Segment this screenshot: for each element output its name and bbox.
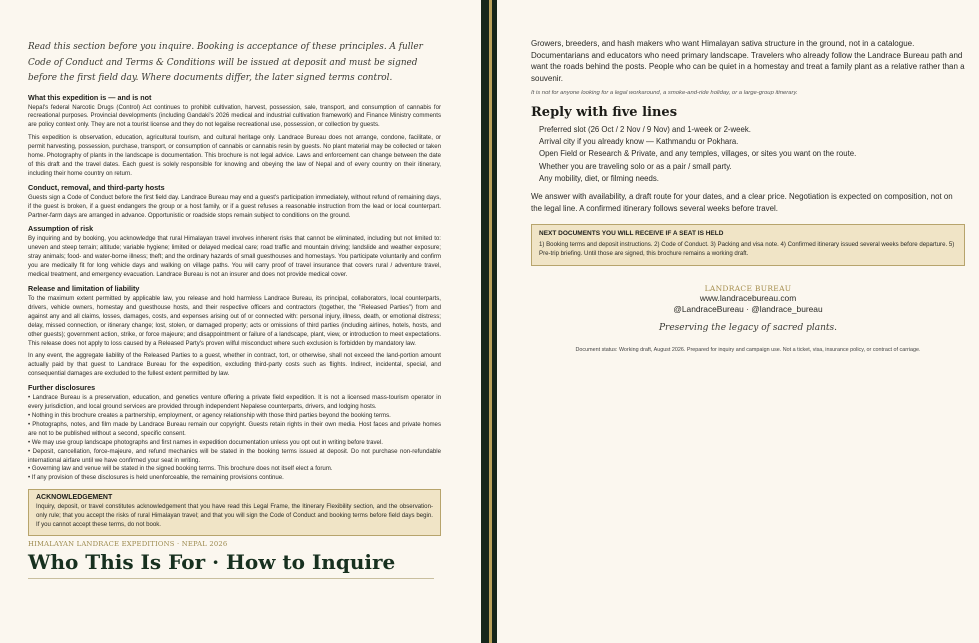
social-handles[interactable]: @LandraceBureau · @landrace_bureau [673, 304, 823, 315]
right-page [497, 0, 979, 643]
disclosure-bullet: • Deposit, cancellation, force-majeure, and refund mechanics will be stated in the booking terms issued at deposit. Do not purchase non-refundable international airfare until we have confirmed your seat in writing. [28, 447, 441, 464]
section-paragraph: This expedition is observation, education, agricultural tourism, and cultural heritage only. Landrace Bureau does not arrange, condone, facilitate, or permit harvesting, possession, purchase, transport, or consumption of cannabis or cannabis resin by guests. No plant material may be collected or taken home. Photography of plants in the landscape is documentation. This brochure is not legal advice. Laws and enforcement can change between the date of this draft and the travel dates. Each guest is solely responsible for knowing and obeying the law of Nepal and of every country on their itinerary, including their home country on return. [28, 134, 441, 177]
disclosure-bullet: • Photographs, notes, and film made by Landrace Bureau remain our copyright. Guests retain rights in their own media. Host faces and private homes are not to be published without a second, specific consent. [28, 420, 441, 437]
reply-item: Arrival city if you already know — Kathmandu or Pokhara. [539, 137, 739, 147]
disclosure-bullet: • Governing law and venue will be stated in the signed booking terms. This brochure does not itself elect a forum. [28, 465, 333, 473]
disclosure-bullet: • We may use group landscape photographs and first names in expedition documentation unless you opt out in writing before travel. [28, 438, 383, 446]
reply-item: Open Field or Research & Private, and any temples, villages, or sites you want on the route. [539, 149, 857, 159]
section-heading-release: Release and limitation of liability [28, 284, 140, 293]
answer-paragraph: We answer with availability, a draft route for your dates, and a clear price. Negotiation is expected on composition, not on the legal line. A confirmed itinerary follows several weeks before travel. [531, 192, 953, 213]
next-documents-body: 1) Booking terms and deposit instructions. 2) Code of Conduct. 3) Packing and visa note. 4) Confirmed itinerary issued several weeks before departure. 5) Pre-trip briefing. Until those are signed, this brochure remains a working draft. [539, 241, 955, 258]
not-for-note: It is not for anyone looking for a legal workaround, a smoke-and-ride holiday, or a large-group itinerary. [531, 89, 798, 96]
disclosure-bullet: • Landrace Bureau is a preservation, education, and genetics venture offering a private field expedition. It is not a licensed mass-tourism operator in every jurisdiction, and local ground services are provided through independent Nepalese counterparts, drivers, and lodging hosts. [28, 394, 441, 411]
reply-item: Any mobility, diet, or filming needs. [539, 174, 659, 183]
section-paragraph: Guests sign a Code of Conduct before the first field day. Landrace Bureau may end a guest's participation immediately, without refund of remaining days, if the guest is broken, if a guest endangers the group or a host family, or if a guest refuses a reasonable instruction from the lead or local counterpart. Partner-farm days are arranged in advance. Opportunistic or roadside stops remain subject to conditions on the ground. [28, 193, 441, 219]
reply-heading: Reply with five lines [531, 104, 678, 120]
disclosure-bullet: • If any provision of these disclosures is held unenforceable, the remaining provisions continue. [28, 474, 284, 482]
document-status: Document status: Working draft, August 2026. Prepared for inquiry and campaign use. Not a ticket, visa, insurance policy, or contract of carriage. [575, 347, 921, 354]
left-page [0, 0, 481, 643]
audience-paragraph: Growers, breeders, and hash makers who want Himalayan sativa structure in the ground, not in a catalogue. Documentarians and educators who need primary landscape. Travelers who already follow the Landrace Bureau path and want the roads behind the posts. People who can be quiet in a homestay and treat a family plant as a relative rather than a souvenir. [531, 39, 965, 84]
section-paragraph: Nepal's federal Narcotic Drugs (Control) Act continues to prohibit cultivation, harvest, possession, sale, transport, and consumption of cannabis for recreational purposes. Provincial developments (including Gandaki's 2026 medical and industrial cultivation framework) and Finance Ministry comments are policy context only. They are not a tourist license and they do not legalise recreational use, possession, or collection by guests. [28, 103, 441, 129]
next-documents-box [531, 224, 965, 266]
section-paragraph: To the maximum extent permitted by applicable law, you release and hold harmless Landrace Bureau, its principal, collaborators, local counterparts, drivers, vehicle owners, homestay and guesthouse hosts, and their respective officers and contractors (together, the "Released Parties") from and against any and all claims, losses, damages, costs, and expenses arising out of or connected with: personal injury, illness, death, or emotional distress; delay, missed connection, or itinerary change; lost, stolen, or damaged property; acts or omissions of third parties (including airlines, hotels, hosts, and other guests); government action, strike, or force majeure; and disappointment or failure of a landscape, plant, view, or introduction to meet expectations. This release does not apply to loss caused by a Released Party's proven wilful misconduct where such exclusion is forbidden by mandatory law. [28, 295, 441, 347]
reply-item: Whether you are traveling solo or as a pair / small party. [539, 161, 732, 171]
section-paragraph: In any event, the aggregate liability of the Released Parties to a guest, whether in contract, tort, or otherwise, shall not exceed the land-portion amount actually paid by that guest to Landrace Bureau for the expedition, excluding third-party costs such as flights. Indirect, incidental, special, and consequential damages are excluded to the fullest extent permitted by law. [28, 352, 441, 378]
acknowledgement-box [28, 489, 441, 536]
section-heading-what-this-is: What this expedition is — and is not [28, 92, 152, 102]
reply-item: Preferred slot (26 Oct / 2 Nov / 9 Nov) and 1-week or 2-week. [539, 124, 751, 134]
acknowledgement-title: ACKNOWLEDGEMENT [36, 494, 113, 502]
intro-paragraph: Read this section before you inquire. Booking is acceptance of these principles. A fuller Code of Conduct and Terms & Conditions will be issued at deposit and must be signed before the first field day. Where documents differ, the later signed terms control. [28, 42, 423, 83]
spine-gold-line [489, 0, 492, 643]
page-title: Who This Is For · How to Inquire [28, 549, 396, 574]
brand-name: LANDRACE BUREAU [704, 284, 792, 294]
disclosure-bullet: • Nothing in this brochure creates a partnership, employment, or agency relationship with those third parties beyond the booking terms. [28, 411, 391, 419]
title-rule [28, 578, 434, 579]
section-heading-conduct: Conduct, removal, and third-party hosts [28, 182, 165, 192]
website-link[interactable]: www.landracebureau.com [699, 293, 797, 304]
acknowledgement-body: Inquiry, deposit, or travel constitutes acknowledgement that you have read this Legal Frame, the Itinerary Flexibility section, and the observation-only rule; that you accept the risks of rural Himalayan travel; and that you will sign the Code of Conduct and booking terms before field days begin. If you cannot accept these terms, do not book. [36, 503, 433, 529]
series-kicker: HIMALAYAN LANDRACE EXPEDITIONS · NEPAL 2026 [28, 539, 228, 548]
tagline: Preserving the legacy of sacred plants. [658, 323, 837, 334]
section-paragraph: By inquiring and by booking, you acknowledge that rural Himalayan travel involves inherent risks that cannot be eliminated, including but not limited to: uneven and steep terrain; altitude; variable hygiene; limited or delayed medical care; road traffic and mountain driving; landslide and weather exposure; stray animals; food- and water-borne illness; theft; and the ordinary hazards of small guesthouses and homestays. You participate voluntarily and confirm you are medically fit for long vehicle days and walking on village paths. You will carry proof of travel insurance that covers rural / adventure travel, medical treatment, and emergency evacuation. Landrace Bureau is not an insurer and does not provide medical cover. [28, 235, 441, 279]
section-heading-risk: Assumption of risk [28, 224, 94, 234]
section-heading-further: Further disclosures [28, 383, 96, 393]
next-documents-title: NEXT DOCUMENTS YOU WILL RECEIVE IF A SEAT IS HELD [539, 230, 724, 238]
